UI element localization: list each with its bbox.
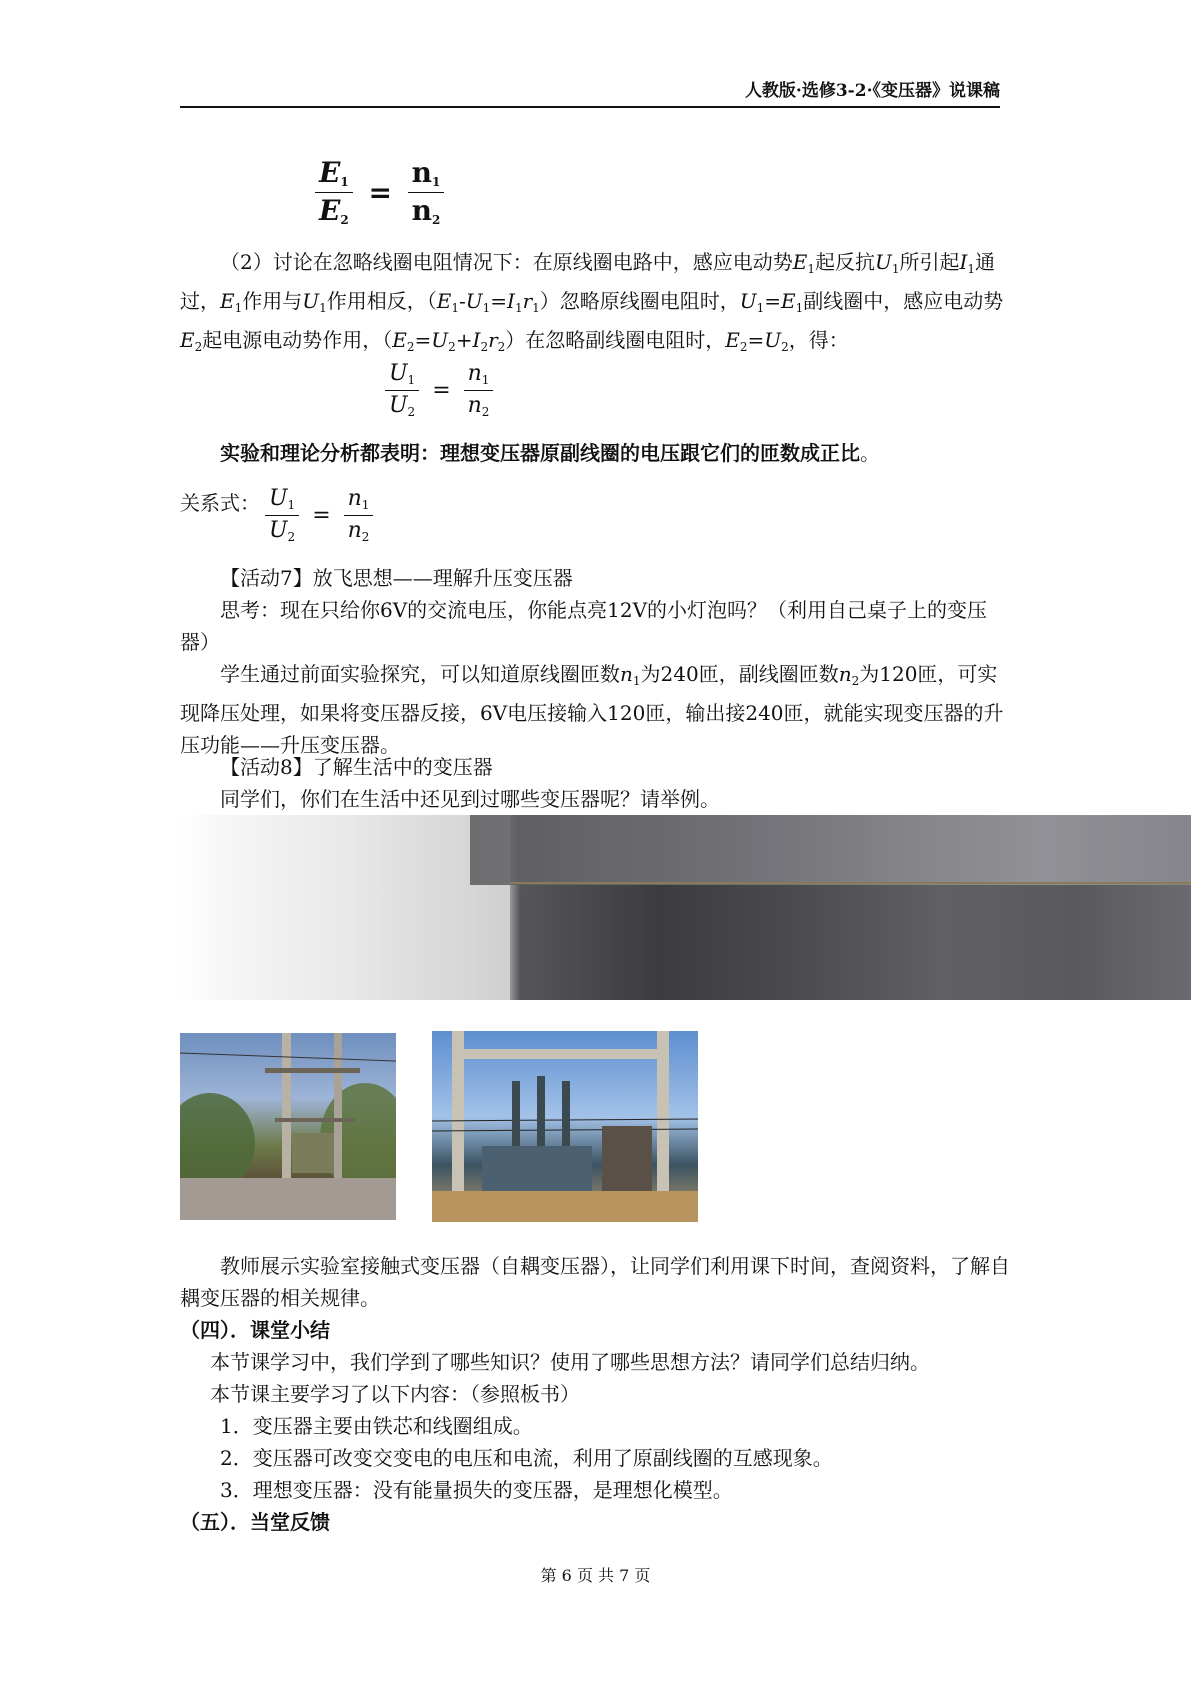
var: n	[411, 194, 433, 228]
activity7-think: 思考：现在只给你6V的交流电压，你能点亮12V的小灯泡吗？（利用自己桌子上的变压器）	[180, 598, 988, 654]
section4-heading: （四）．课堂小结	[180, 1318, 330, 1342]
sub: 1	[340, 175, 349, 189]
sub: 2	[340, 213, 349, 228]
summary-item-3: 3．理想变压器：没有能量损失的变压器，是理想化模型。	[220, 1478, 733, 1502]
equals-sign: =	[368, 176, 392, 210]
photo-strip-shade	[470, 815, 1191, 885]
formula-voltage-ratio: $\frac{U_1}{U_2}$ = $\frac{n_1}{n_2}$	[385, 362, 493, 419]
section4-question: 本节课学习中，我们学到了哪些知识？使用了哪些思想方法？请同学们总结归纳。	[210, 1350, 930, 1374]
activity8-title: 【活动8】了解生活中的变压器	[220, 755, 493, 779]
formula-relation: $\frac{U_1}{U_2}$ = $\frac{n_1}{n_2}$	[265, 487, 373, 544]
activity8-question: 同学们，你们在生活中还见到过哪些变压器呢？请举例。	[220, 787, 720, 811]
summary-item-1: 1．变压器主要由铁芯和线圈组成。	[220, 1414, 533, 1438]
photo-strip-band	[510, 882, 1191, 884]
activity7-title: 【活动7】放飞思想——理解升压变压器	[220, 566, 573, 590]
discussion-paragraph: （2）讨论在忽略线圈电阻情况下：在原线圈电路中，感应电动势$E_1$起反抗$U_1$所引起$I_1$通过，$E_1$作用与$U_1$作用相反，$(E_1-U_1=I_1r_1)$忽略原线圈电阻时，$U_1=E_1$副线圈中，感应电动势$E_2$起电源电动势作用，$(E_2=U_2+I_2r_2)$在忽略副线圈电阻时，$E_2=U_2$，得：	[180, 250, 1004, 354]
var: E	[319, 194, 341, 228]
section4-intro: 本节课主要学习了以下内容：（参照板书）	[210, 1382, 580, 1406]
var: E	[319, 156, 341, 189]
teacher-note: 教师展示实验室接触式变压器（自耦变压器），让同学们利用课下时间，查阅资料，了解自耦变压器的相关规律。	[180, 1254, 1010, 1310]
fraction-e	[315, 158, 353, 227]
page-footer: 第 6 页 共 7 页	[540, 1566, 651, 1585]
section5-heading: （五）．当堂反馈	[180, 1510, 330, 1534]
activity7-body: 学生通过前面实验探究，可以知道原线圈匝数$n_1$为240匝，副线圈匝数$n_2$为120匝，可实现降压处理，如果将变压器反接，6V电压接输入120匝，输出接240匝，就能实现变压器的升压功能——升压变压器。	[180, 662, 1004, 757]
conclusion-text: 实验和理论分析都表明：理想变压器原副线圈的电压跟它们的匝数成正比。	[220, 441, 880, 465]
formula-emf-ratio	[315, 158, 444, 227]
var: n	[411, 156, 433, 189]
page-header: 人教版·选修3-2·《变压器》说课稿	[180, 80, 1000, 108]
relation-label: 关系式：	[180, 491, 260, 515]
sub: 2	[432, 213, 441, 228]
pole-transformer-photo	[180, 1033, 396, 1220]
fraction-n	[408, 158, 445, 227]
summary-item-2: 2．变压器可改变交变电的电压和电流，利用了原副线圈的互感现象。	[220, 1446, 833, 1470]
substation-transformer-photo	[432, 1031, 698, 1222]
sub: 1	[432, 175, 441, 189]
